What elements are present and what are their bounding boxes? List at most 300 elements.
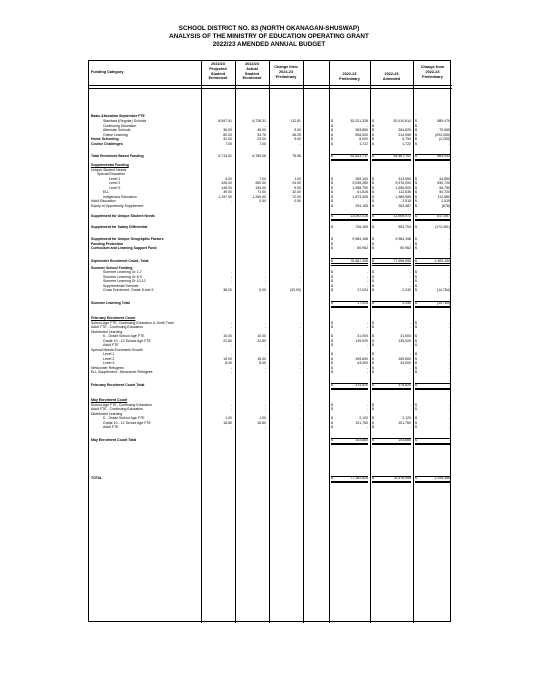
row-label: Level 2	[109, 181, 121, 185]
cell-c1: -	[230, 325, 232, 329]
cell-c2: -	[264, 325, 266, 329]
cell-c3: -	[299, 361, 301, 365]
currency-symbol: $	[372, 438, 374, 442]
currency-symbol: $	[331, 185, 333, 190]
cell-c6: -	[448, 365, 450, 370]
currency-symbol: $	[331, 402, 333, 407]
currency-symbol: $	[372, 176, 374, 181]
currency-symbol: $	[331, 246, 333, 250]
cell-c2: 10.00	[257, 334, 266, 338]
header-preliminary	[329, 72, 370, 82]
row-label: May Enrolment Count	[91, 398, 128, 402]
row-label: Level 3	[103, 361, 115, 365]
cell-c6: -	[448, 270, 450, 274]
currency-symbol: $	[415, 334, 417, 338]
cell-c4: -	[366, 270, 368, 274]
row-label: Summer School Funding	[91, 265, 133, 270]
header-line: 2022/23	[245, 62, 259, 66]
cell-c1: -	[230, 199, 232, 203]
row-label: February Enrolment Count Total	[91, 383, 145, 387]
grant-analysis-table	[88, 60, 451, 622]
cell-c3: -	[299, 407, 301, 411]
row-label: Unique Student Needs	[91, 167, 127, 172]
cell-c5: 1,655,500	[395, 185, 411, 190]
total-double-rule	[372, 481, 411, 484]
currency-symbol: $	[331, 137, 333, 141]
cell-c4: 52,823,717	[350, 154, 368, 158]
cell-c1: -	[230, 365, 232, 370]
total-rule	[415, 476, 451, 477]
cell-c5: 101,760	[398, 420, 411, 425]
cell-c3: -	[299, 270, 301, 274]
header-amended	[370, 72, 413, 82]
row-label: Distributed Learning	[91, 329, 123, 334]
total-double-rule	[331, 306, 368, 309]
cell-c4: 103,880	[355, 438, 368, 442]
currency-symbol: $	[372, 190, 374, 194]
currency-symbol: $	[331, 224, 333, 229]
cell-c6: -	[448, 241, 450, 246]
currency-symbol: $	[331, 123, 333, 128]
currency-symbol: $	[415, 476, 417, 480]
currency-symbol: $	[331, 279, 333, 283]
total-rule	[415, 383, 451, 384]
cell-c4: 159,600	[355, 356, 368, 361]
total-double-rule	[372, 443, 411, 446]
currency-symbol: $	[415, 132, 417, 137]
currency-symbol: $	[331, 288, 333, 292]
cell-c4: -	[366, 279, 368, 283]
cell-c2: -	[264, 407, 266, 411]
cell-c2: -	[264, 343, 266, 347]
cell-c3: -	[299, 356, 301, 361]
total-double-rule	[415, 388, 451, 391]
cell-c6: 112,680	[437, 194, 450, 199]
currency-symbol: $	[372, 241, 374, 246]
currency-symbol: $	[372, 352, 374, 356]
total-rule	[372, 301, 411, 302]
cell-c6: (678)	[441, 203, 450, 208]
row-label: Special Education	[97, 172, 126, 176]
cell-c5: 2,120	[402, 416, 411, 420]
row-label: Curriculum and Learning Support Fund	[91, 246, 157, 250]
currency-symbol: $	[372, 123, 374, 128]
currency-symbol: $	[415, 241, 417, 246]
currency-symbol: $	[331, 274, 333, 279]
cell-c1: -	[230, 425, 232, 429]
currency-symbol: $	[415, 416, 417, 420]
header-projected-enrolment	[201, 62, 235, 81]
cell-c3: -	[299, 338, 301, 343]
cell-c5: 9,576,000	[395, 181, 411, 185]
cell-c6: 664,044	[437, 154, 450, 158]
currency-symbol: $	[372, 320, 374, 325]
cell-c4: -	[366, 407, 368, 411]
cell-c5: -	[409, 402, 411, 407]
cell-c6: (294,050)	[435, 132, 450, 137]
cell-c3: -	[299, 420, 301, 425]
cell-c1: -	[230, 370, 232, 374]
currency-symbol: $	[372, 137, 374, 141]
cell-c3: 1.00	[294, 176, 301, 181]
currency-symbol: $	[415, 356, 417, 361]
cell-c4: 139,920	[355, 338, 368, 343]
cell-c2: -	[264, 365, 266, 370]
currency-symbol: $	[372, 203, 374, 208]
cell-c4: 9,984,158	[352, 237, 368, 241]
total-double-rule	[415, 443, 451, 446]
currency-symbol: $	[415, 137, 417, 141]
cell-c1: 8.00	[225, 361, 232, 365]
row-label: Funding Protection	[91, 241, 124, 246]
currency-symbol: $	[331, 128, 333, 132]
cell-c5: -	[409, 365, 411, 370]
currency-symbol: $	[372, 361, 374, 365]
cell-c4: 9,035,280	[352, 181, 368, 185]
cell-c6: -	[448, 407, 450, 411]
currency-symbol: $	[331, 176, 333, 181]
cell-c6: -	[448, 274, 450, 279]
total-double-rule	[415, 263, 451, 266]
total-double-rule	[331, 159, 368, 162]
cell-c3: 9.00	[294, 185, 301, 190]
currency-symbol: $	[331, 203, 333, 208]
cell-c4: 17,024	[357, 288, 368, 292]
row-label: May Enrolment Count Total	[91, 438, 137, 442]
cell-c4: 1,558,750	[352, 185, 368, 190]
cell-c6: -	[448, 325, 450, 329]
row-label: Summer Learning Gr 1-7	[103, 270, 142, 274]
currency-symbol: $	[415, 224, 417, 229]
row-label: School-Age FTE, Continuing Education & Youth Train	[91, 320, 174, 325]
row-label: ELL Supplement - Newcomer Refugees	[91, 370, 153, 374]
cell-c5: -	[409, 123, 411, 128]
row-label: Newcomer Refugees	[91, 365, 124, 370]
cell-c5: 313,950	[398, 176, 411, 181]
cell-c6: -	[448, 123, 450, 128]
cell-c2: 154.00	[255, 185, 266, 190]
currency-symbol: $	[415, 320, 417, 325]
cell-c6: -	[448, 237, 450, 241]
cell-c6: -	[448, 356, 450, 361]
row-label: Summer Learning Total	[91, 301, 130, 305]
cell-c3: -	[299, 365, 301, 370]
cell-c1: 39.00	[223, 190, 232, 194]
currency-symbol: $	[372, 194, 374, 199]
total-double-rule	[415, 306, 451, 309]
cell-c5: -	[409, 343, 411, 347]
cell-c2: 8.00	[259, 361, 266, 365]
currency-symbol: $	[415, 279, 417, 283]
cell-c2: -	[264, 370, 266, 374]
cell-c1: 145.00	[221, 185, 232, 190]
cell-c3: -	[299, 402, 301, 407]
cell-c3: -	[299, 274, 301, 279]
currency-symbol: $	[415, 270, 417, 274]
row-label: Indigenous Education	[103, 194, 137, 199]
cell-c1: -	[230, 343, 232, 347]
cell-c1: 8,597.51	[218, 119, 232, 123]
cell-c6: -	[448, 425, 450, 429]
cell-c2: 22.80	[257, 338, 266, 343]
currency-symbol: $	[415, 176, 417, 181]
header-funding-category: Funding Category	[91, 70, 124, 74]
cell-c4: 13,092,415	[350, 214, 368, 218]
cell-c6: 96,750	[439, 185, 450, 190]
cell-c6: -	[448, 343, 450, 347]
row-label: Distributed Learning	[91, 411, 123, 416]
cell-c5: 214,050	[398, 132, 411, 137]
currency-symbol: $	[415, 283, 417, 288]
row-label: Special Needs Enrolment Growth	[91, 347, 143, 352]
total-double-rule	[415, 159, 451, 162]
cell-c4: 726,155	[355, 224, 368, 229]
currency-symbol: $	[415, 438, 417, 442]
cell-c1: 7.00	[225, 141, 232, 146]
currency-symbol: $	[372, 407, 374, 411]
cell-c3: 32.00	[292, 190, 301, 194]
report-title-line1: SCHOOL DISTRICT NO. 83 (NORTH OKANAGAN-SHUSWAP)	[178, 25, 360, 32]
cell-c6: 70,965	[439, 128, 450, 132]
total-rule	[372, 383, 411, 384]
cell-c5: 5,750	[402, 137, 411, 141]
currency-symbol: $	[331, 301, 333, 305]
cell-c5: -	[409, 407, 411, 411]
cell-c6: 889,479	[437, 119, 450, 123]
cell-c3: -	[299, 279, 301, 283]
currency-symbol: $	[331, 270, 333, 274]
cell-c3: -	[299, 416, 301, 420]
cell-c5: -	[409, 283, 411, 288]
cell-c4: 508,000	[355, 132, 368, 137]
header-line: Projected	[209, 66, 227, 71]
cell-c4: 374,520	[355, 383, 368, 387]
cell-c4: -	[366, 425, 368, 429]
cell-c3: 75.56	[292, 154, 301, 158]
cell-c3: -	[299, 123, 301, 128]
cell-c1: 10.00	[223, 334, 232, 338]
currency-symbol: $	[415, 237, 417, 241]
currency-symbol: $	[372, 383, 374, 387]
cell-c1: 1.00	[225, 416, 232, 420]
currency-symbol: $	[331, 370, 333, 374]
cell-c4: 61,815	[357, 190, 368, 194]
row-label: ELL	[103, 190, 110, 194]
cell-c2: 45.00	[257, 128, 266, 132]
row-label: Adult Education	[91, 199, 116, 203]
cell-c2: -	[264, 425, 266, 429]
cell-c5: -	[409, 274, 411, 279]
cell-c6: -	[448, 352, 450, 356]
total-double-rule	[415, 219, 451, 222]
currency-symbol: $	[372, 334, 374, 338]
cell-c1: 32.00	[223, 137, 232, 141]
total-rule	[415, 258, 451, 259]
currency-symbol: $	[331, 190, 333, 194]
cell-c5: -	[409, 241, 411, 246]
currency-symbol: $	[331, 383, 333, 387]
header-line: Preliminary	[275, 74, 297, 79]
cell-c6: -	[448, 320, 450, 325]
currency-symbol: $	[331, 338, 333, 343]
header-line: Student	[244, 71, 260, 76]
currency-symbol: $	[415, 203, 417, 208]
total-rule	[331, 154, 368, 155]
currency-symbol: $	[331, 241, 333, 246]
cell-c6: -	[448, 279, 450, 283]
row-label: Adult FTE - Continuing Education	[91, 407, 143, 411]
header-change-enrolment	[269, 65, 303, 79]
cell-c5: 374,520	[398, 383, 411, 387]
total-double-rule	[331, 443, 368, 446]
total-double-rule	[372, 159, 411, 162]
header-actual-enrolment	[235, 62, 269, 81]
cell-c4: -	[366, 320, 368, 325]
total-double-rule	[372, 388, 411, 391]
header-line: 2022-23	[425, 69, 440, 74]
row-label: February Enrolment Count	[91, 316, 136, 320]
currency-symbol: $	[415, 199, 417, 203]
currency-symbol: $	[415, 301, 417, 305]
header-line: Preliminary	[422, 74, 443, 79]
cell-c5: -	[409, 425, 411, 429]
cell-c4: 1,873,305	[352, 194, 368, 199]
currency-symbol: $	[415, 190, 417, 194]
currency-symbol: $	[372, 214, 374, 218]
cell-c6: (14,784)	[436, 301, 450, 305]
cell-c2: 23.00	[257, 137, 266, 141]
cell-c4: 283,860	[355, 128, 368, 132]
cell-c4: 43,000	[357, 361, 368, 365]
currency-symbol: $	[372, 420, 374, 425]
currency-symbol: $	[415, 352, 417, 356]
currency-symbol: $	[415, 214, 417, 218]
currency-symbol: $	[372, 425, 374, 429]
total-double-rule	[415, 481, 451, 484]
cell-c4: 294,165	[355, 203, 368, 208]
cell-c6: 44,850	[439, 176, 450, 181]
report-title-line3: 2022/23 AMENDED ANNUAL BUDGET	[212, 41, 326, 48]
cell-c1: 15.00	[223, 356, 232, 361]
row-label: Online Learning	[103, 132, 128, 137]
cell-c3: 9.00	[294, 128, 301, 132]
cell-c2: 1,269.00	[252, 194, 266, 199]
total-double-rule	[331, 219, 368, 222]
cell-c2: 450.00	[255, 181, 266, 185]
cell-c1: -	[230, 407, 232, 411]
cell-c2: 71.00	[257, 190, 266, 194]
cell-c4: 8,000	[359, 137, 368, 141]
currency-symbol: $	[415, 383, 417, 387]
currency-symbol: $	[415, 119, 417, 123]
currency-symbol: $	[372, 365, 374, 370]
cell-c5: 31,000	[400, 334, 411, 338]
cell-c1: 6,713.51	[218, 154, 232, 158]
total-rule	[415, 301, 451, 302]
currency-symbol: $	[415, 246, 417, 250]
currency-symbol: $	[372, 301, 374, 305]
cell-c4: -	[366, 274, 368, 279]
currency-symbol: $	[331, 438, 333, 442]
total-rule	[331, 258, 368, 259]
cell-c1: 36.00	[223, 128, 232, 132]
total-rule	[372, 214, 411, 215]
cell-c4: -	[366, 402, 368, 407]
row-label: Continuing Education	[103, 123, 137, 128]
currency-symbol: $	[372, 181, 374, 185]
currency-symbol: $	[331, 258, 333, 263]
cell-c1: -	[230, 270, 232, 274]
row-label: September Enrolment Count, Total	[91, 258, 149, 263]
currency-symbol: $	[372, 279, 374, 283]
cell-c2: -	[264, 402, 266, 407]
row-label: Standard (Regular) Schools	[103, 119, 147, 123]
currency-symbol: $	[331, 352, 333, 356]
row-label: Level 1	[109, 176, 121, 181]
cell-c6: -	[448, 141, 450, 146]
currency-symbol: $	[331, 283, 333, 288]
cell-c2: -	[264, 123, 266, 128]
cell-c1: 38.00	[223, 288, 232, 292]
cell-c4: -	[366, 199, 368, 203]
cell-c4: 77,182,829	[350, 476, 368, 480]
cell-c6: -	[448, 334, 450, 338]
row-label: Level 2	[103, 356, 115, 361]
currency-symbol: $	[331, 416, 333, 420]
cell-c1: -	[230, 123, 232, 128]
row-label: Supplement for Unique Student Needs	[91, 214, 155, 218]
cell-c5: 78,476,995	[393, 476, 411, 480]
row-label: Basic Allocation September FTE	[91, 114, 145, 118]
currency-symbol: $	[372, 356, 374, 361]
cell-c5: 2,240	[402, 288, 411, 292]
header-line: 2022-23	[279, 69, 293, 74]
currency-symbol: $	[331, 361, 333, 365]
total-rule	[372, 154, 411, 155]
total-rule	[331, 476, 368, 477]
cell-c1: 6.00	[225, 176, 232, 181]
cell-c6: 1,294,366	[434, 476, 450, 480]
cell-c1: -	[230, 320, 232, 325]
cell-c3: -	[299, 352, 301, 356]
row-label: Adult FTE - Continuing Education	[91, 325, 143, 329]
cell-c5: 43,000	[400, 361, 411, 365]
cell-c4: -	[366, 283, 368, 288]
cell-c4: 1,722	[359, 141, 368, 146]
cell-c4: 52,021,335	[350, 119, 368, 123]
currency-symbol: $	[331, 199, 333, 203]
row-label: Supplemental Summer	[103, 283, 139, 288]
cell-c5: 13,909,972	[393, 214, 411, 218]
currency-symbol: $	[415, 343, 417, 347]
cell-c2: 7.00	[259, 176, 266, 181]
currency-symbol: $	[372, 402, 374, 407]
currency-symbol: $	[415, 420, 417, 425]
cell-c2: 16.80	[257, 420, 266, 425]
cell-c2: -	[264, 270, 266, 274]
cell-c4: -	[366, 241, 368, 246]
currency-symbol: $	[331, 181, 333, 185]
cell-c2: 1.00	[259, 416, 266, 420]
cell-c4: 60,962	[357, 246, 368, 250]
currency-symbol: $	[372, 154, 374, 158]
currency-symbol: $	[415, 194, 417, 199]
total-rule	[331, 214, 368, 215]
currency-symbol: $	[372, 338, 374, 343]
cell-c5: 1,722	[402, 141, 411, 146]
cell-c5: 53,487,761	[393, 154, 411, 158]
cell-c5: 112,535	[398, 190, 411, 194]
